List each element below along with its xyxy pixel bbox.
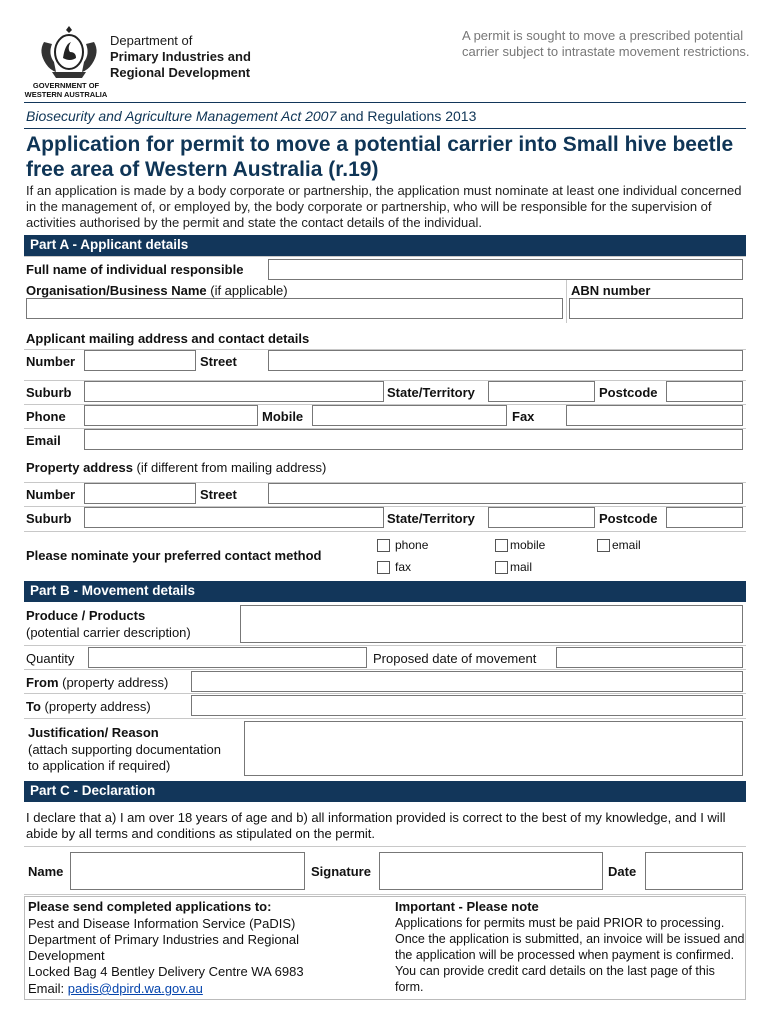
abn-field[interactable] xyxy=(569,298,743,319)
signature-field[interactable] xyxy=(379,852,603,890)
email-field[interactable] xyxy=(84,429,743,450)
suburb-label: Suburb xyxy=(26,385,72,400)
part-b-heading: Part B - Movement details xyxy=(24,581,746,602)
phone-field[interactable] xyxy=(84,405,258,426)
contact-phone-label: phone xyxy=(395,538,429,552)
mailing-number-field[interactable] xyxy=(84,350,196,371)
note-text: Applications for permits must be paid PRIOR to processing. Once the application is submitted, an invoice will be issued and the application will be processed when payment is confirmed. You can provide credit card details on the last page of this form. xyxy=(395,916,745,994)
quantity-label: Quantity xyxy=(26,651,75,666)
justification-sub1: (attach supporting documentation xyxy=(28,742,221,757)
send-line1: Pest and Disease Information Service (PaDIS) xyxy=(28,916,296,931)
government-of-wa-label: GOVERNMENT OF WESTERN AUSTRALIA xyxy=(24,81,108,99)
produce-field[interactable] xyxy=(240,605,743,643)
produce-label: Produce / Products xyxy=(26,608,146,623)
contact-phone-checkbox[interactable] xyxy=(377,539,390,552)
full-name-label: Full name of individual responsible xyxy=(26,262,244,277)
justification-field[interactable] xyxy=(244,721,743,776)
produce-sublabel: (potential carrier description) xyxy=(26,625,191,640)
from-label: From (property address) xyxy=(26,675,169,690)
intro-text: If an application is made by a body corporate or partnership, the application must nominate at least one individual concerned in the management of, or employed by, the body corporate or partnership, who will be responsible for the supervision of activities authorised by the permit and state the contact details of the individual. xyxy=(26,183,742,230)
justification-sub2: to application if required) xyxy=(28,758,171,773)
property-suburb-label: Suburb xyxy=(26,511,72,526)
mailing-heading: Applicant mailing address and contact details xyxy=(26,331,310,346)
act-divider xyxy=(24,128,746,129)
email-label: Email xyxy=(26,433,61,448)
to-field[interactable] xyxy=(191,695,743,716)
number-label: Number xyxy=(26,354,76,369)
fax-label: Fax xyxy=(512,409,535,424)
mailing-street-field[interactable] xyxy=(268,350,743,371)
part-a-heading: Part A - Applicant details xyxy=(24,235,746,256)
mobile-field[interactable] xyxy=(312,405,507,426)
justification-label: Justification/ Reason xyxy=(28,725,159,740)
permit-note: A permit is sought to move a prescribed potential carrier subject to intrastate movement restrictions. xyxy=(462,28,750,59)
fax-field[interactable] xyxy=(566,405,743,426)
name-label: Name xyxy=(28,864,64,879)
contact-fax-label: fax xyxy=(395,560,412,574)
contact-fax-checkbox[interactable] xyxy=(377,561,390,574)
page-title: Application for permit to move a potential carrier into Small hive beetle free area of Western Australia (r.19) xyxy=(26,133,734,181)
state-label: State/Territory xyxy=(387,385,475,400)
property-street-field[interactable] xyxy=(268,483,743,504)
contact-mail-checkbox[interactable] xyxy=(495,561,508,574)
property-state-label: State/Territory xyxy=(387,511,475,526)
property-state-field[interactable] xyxy=(488,507,595,528)
org-name-field[interactable] xyxy=(26,298,563,319)
note-heading: Important - Please note xyxy=(395,899,539,914)
proposed-date-field[interactable] xyxy=(556,647,743,668)
org-name-label: Organisation/Business Name (if applicable) xyxy=(26,283,288,298)
send-line2: Department of Primary Industries and Regional xyxy=(28,932,299,947)
send-line3: Development xyxy=(28,948,105,963)
declaration-text: I declare that a) I am over 18 years of age and b) all information provided is correct to the best of my knowledge, and I will abide by all terms and conditions as stipulated on the permit. xyxy=(26,810,726,841)
padis-email-link[interactable]: padis@dpird.wa.gov.au xyxy=(67,981,203,996)
contact-mail-label: mail xyxy=(510,560,533,574)
phone-label: Phone xyxy=(26,409,66,424)
property-street-label: Street xyxy=(200,487,237,502)
date-field[interactable] xyxy=(645,852,743,890)
mobile-label: Mobile xyxy=(262,409,304,424)
property-heading: Property address (if different from mailing address) xyxy=(26,460,327,475)
property-number-field[interactable] xyxy=(84,483,196,504)
send-heading: Please send completed applications to: xyxy=(28,899,272,914)
act-reference: Biosecurity and Agriculture Management Act 2007 and Regulations 2013 xyxy=(26,108,477,124)
property-number-label: Number xyxy=(26,487,76,502)
postcode-label: Postcode xyxy=(599,385,658,400)
date-label: Date xyxy=(608,864,637,879)
contact-mobile-label: mobile xyxy=(510,538,546,552)
name-field[interactable] xyxy=(70,852,305,890)
contact-email-label: email xyxy=(612,538,641,552)
property-postcode-field[interactable] xyxy=(666,507,743,528)
header-divider xyxy=(24,102,746,103)
signature-label: Signature xyxy=(311,864,371,879)
street-label: Street xyxy=(200,354,237,369)
send-email-line: Email: padis@dpird.wa.gov.au xyxy=(28,981,203,996)
contact-email-checkbox[interactable] xyxy=(597,539,610,552)
contact-method-label: Please nominate your preferred contact method xyxy=(26,548,322,563)
from-field[interactable] xyxy=(191,671,743,692)
mailing-postcode-field[interactable] xyxy=(666,381,743,402)
department-name: Department of Primary Industries and Regional Development xyxy=(110,33,251,80)
part-c-heading: Part C - Declaration xyxy=(24,781,746,802)
contact-mobile-checkbox[interactable] xyxy=(495,539,508,552)
mailing-suburb-field[interactable] xyxy=(84,381,384,402)
full-name-field[interactable] xyxy=(268,259,743,280)
quantity-field[interactable] xyxy=(88,647,367,668)
proposed-date-label: Proposed date of movement xyxy=(373,651,537,666)
property-suburb-field[interactable] xyxy=(84,507,384,528)
send-line4: Locked Bag 4 Bentley Delivery Centre WA 6983 xyxy=(28,964,304,979)
property-postcode-label: Postcode xyxy=(599,511,658,526)
abn-label: ABN number xyxy=(571,283,651,298)
to-label: To (property address) xyxy=(26,699,151,714)
mailing-state-field[interactable] xyxy=(488,381,595,402)
